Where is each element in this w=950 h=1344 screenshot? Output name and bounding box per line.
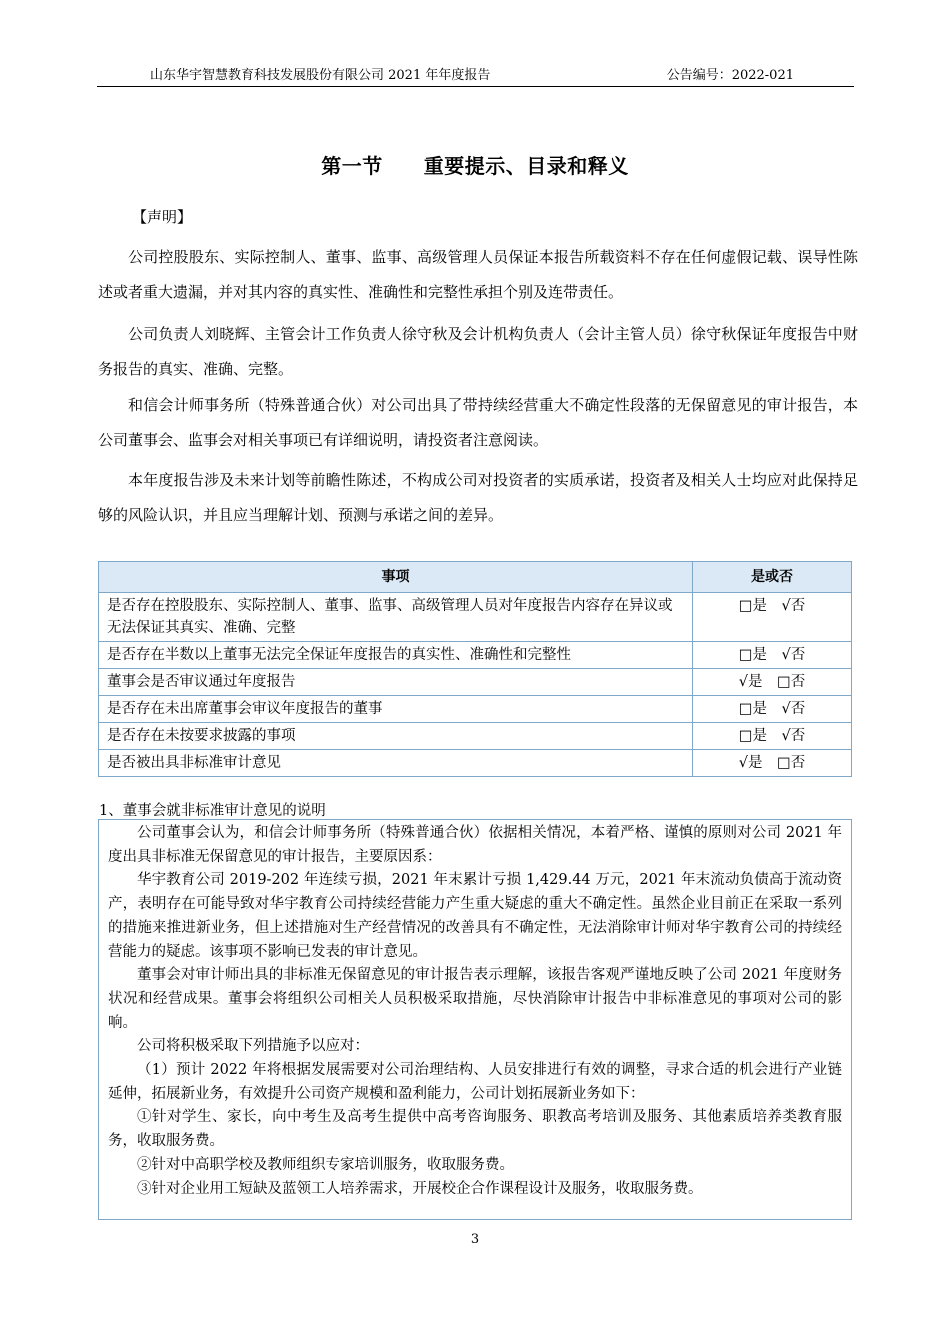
note-paragraph-8: ③针对企业用工短缺及蓝领工人培养需求，开展校企合作课程设计及服务，收取服务费。 xyxy=(137,1180,703,1197)
table-cell-answer: □是 √否 xyxy=(693,642,852,669)
note-title: 1、董事会就非标准审计意见的说明 xyxy=(99,803,326,819)
declaration-label: 【声明】 xyxy=(132,208,193,226)
table-row xyxy=(99,642,852,669)
header-company-report: 山东华宇智慧教育科技发展股份有限公司 2021 年年度报告 xyxy=(150,68,491,83)
table-cell-answer: □是 √否 xyxy=(693,696,852,723)
table-cell-item: 是否存在半数以上董事无法完全保证年度报告的真实性、准确性和完整性 xyxy=(99,642,693,669)
table-row xyxy=(99,750,852,777)
page-number: 3 xyxy=(470,1232,480,1247)
table-header-answer: 是或否 xyxy=(693,562,852,593)
note-paragraph-6: ①针对学生、家长，向中考生及高考生提供中高考咨询服务、职教高考培训及服务、其他素质培养类教育服务，收取服务费。 xyxy=(108,1109,842,1150)
declaration-paragraph-2: 公司负责人刘晓辉、主管会计工作负责人徐守秋及会计机构负责人（会计主管人员）徐守秋保证年度报告中财务报告的真实、准确、完整。 xyxy=(98,325,858,378)
declaration-paragraph-4: 本年度报告涉及未来计划等前瞻性陈述，不构成公司对投资者的实质承诺，投资者及相关人士均应对此保持足够的风险认识，并且应当理解计划、预测与承诺之间的差异。 xyxy=(98,471,858,524)
table-cell-item: 是否存在未按要求披露的事项 xyxy=(99,723,693,750)
page-header xyxy=(97,64,854,87)
table-cell-answer: □是 √否 xyxy=(693,593,852,642)
table-cell-item: 是否存在未出席董事会审议年度报告的董事 xyxy=(99,696,693,723)
table-cell-item: 是否被出具非标准审计意见 xyxy=(99,750,693,777)
note-paragraph-5: （1）预计 2022 年将根据发展需要对公司治理结构、人员安排进行有效的调整，寻求合适的机会进行产业链延伸，拓展新业务，有效提升公司资产规模和盈利能力，公司计划拓展新业务如下： xyxy=(108,1062,842,1102)
table-cell-item: 董事会是否审议通过年度报告 xyxy=(99,669,693,696)
table-cell-answer: √是 □否 xyxy=(693,669,852,696)
note-box xyxy=(98,819,852,1220)
note-paragraph-4: 公司将积极采取下列措施予以应对： xyxy=(137,1038,369,1055)
table-row xyxy=(99,696,852,723)
matters-table xyxy=(98,561,852,777)
table-row xyxy=(99,669,852,696)
table-cell-item: 是否存在控股股东、实际控制人、董事、监事、高级管理人员对年度报告内容存在异议或无法保证其真实、准确、完整 xyxy=(99,593,693,642)
declaration-paragraph-1: 公司控股股东、实际控制人、董事、监事、高级管理人员保证本报告所载资料不存在任何虚假记载、误导性陈述或者重大遗漏，并对其内容的真实性、准确性和完整性承担个别及连带责任。 xyxy=(98,248,858,301)
declaration-paragraph-3: 和信会计师事务所（特殊普通合伙）对公司出具了带持续经营重大不确定性段落的无保留意见的审计报告，本公司董事会、监事会对相关事项已有详细说明，请投资者注意阅读。 xyxy=(98,396,858,449)
table-cell-answer: √是 □否 xyxy=(693,750,852,777)
table-cell-answer: □是 √否 xyxy=(693,723,852,750)
header-announcement-number: 公告编号：2022-021 xyxy=(666,68,794,83)
note-paragraph-1: 公司董事会认为，和信会计师事务所（特殊普通合伙）依据相关情况，本着严格、谨慎的原则对公司 2021 年度出具非标准无保留意见的审计报告，主要原因系： xyxy=(108,825,842,865)
note-paragraph-7: ②针对中高职学校及教师组织专家培训服务，收取服务费。 xyxy=(137,1156,514,1173)
note-paragraph-3: 董事会对审计师出具的非标准无保留意见的审计报告表示理解，该报告客观严谨地反映了公司 2021 年度财务状况和经营成果。董事会将组织公司相关人员积极采取措施，尽快消除审计报告中非标准意见的事项对公司的影响。 xyxy=(108,967,842,1031)
table-header-row xyxy=(99,562,852,593)
note-paragraph-2: 华宇教育公司 2019-202 年连续亏损，2021 年末累计亏损 1,429.44 万元，2021 年末流动负债高于流动资产，表明存在可能导致对华宇教育公司持续经营能力产生重大疑虑的重大不确定性。虽然企业目前正在采取一系列的措施来推进新业务，但上述措施对生产经营情况的改善具有不确定性，无法消除审计师对华宇教育公司的持续经营能力的疑虑。该事项不影响已发表的审计意见。 xyxy=(108,872,842,960)
table-header-item: 事项 xyxy=(99,562,693,593)
table-row xyxy=(99,723,852,750)
table-row xyxy=(99,593,852,642)
section-title: 第一节 重要提示、目录和释义 xyxy=(321,154,629,178)
